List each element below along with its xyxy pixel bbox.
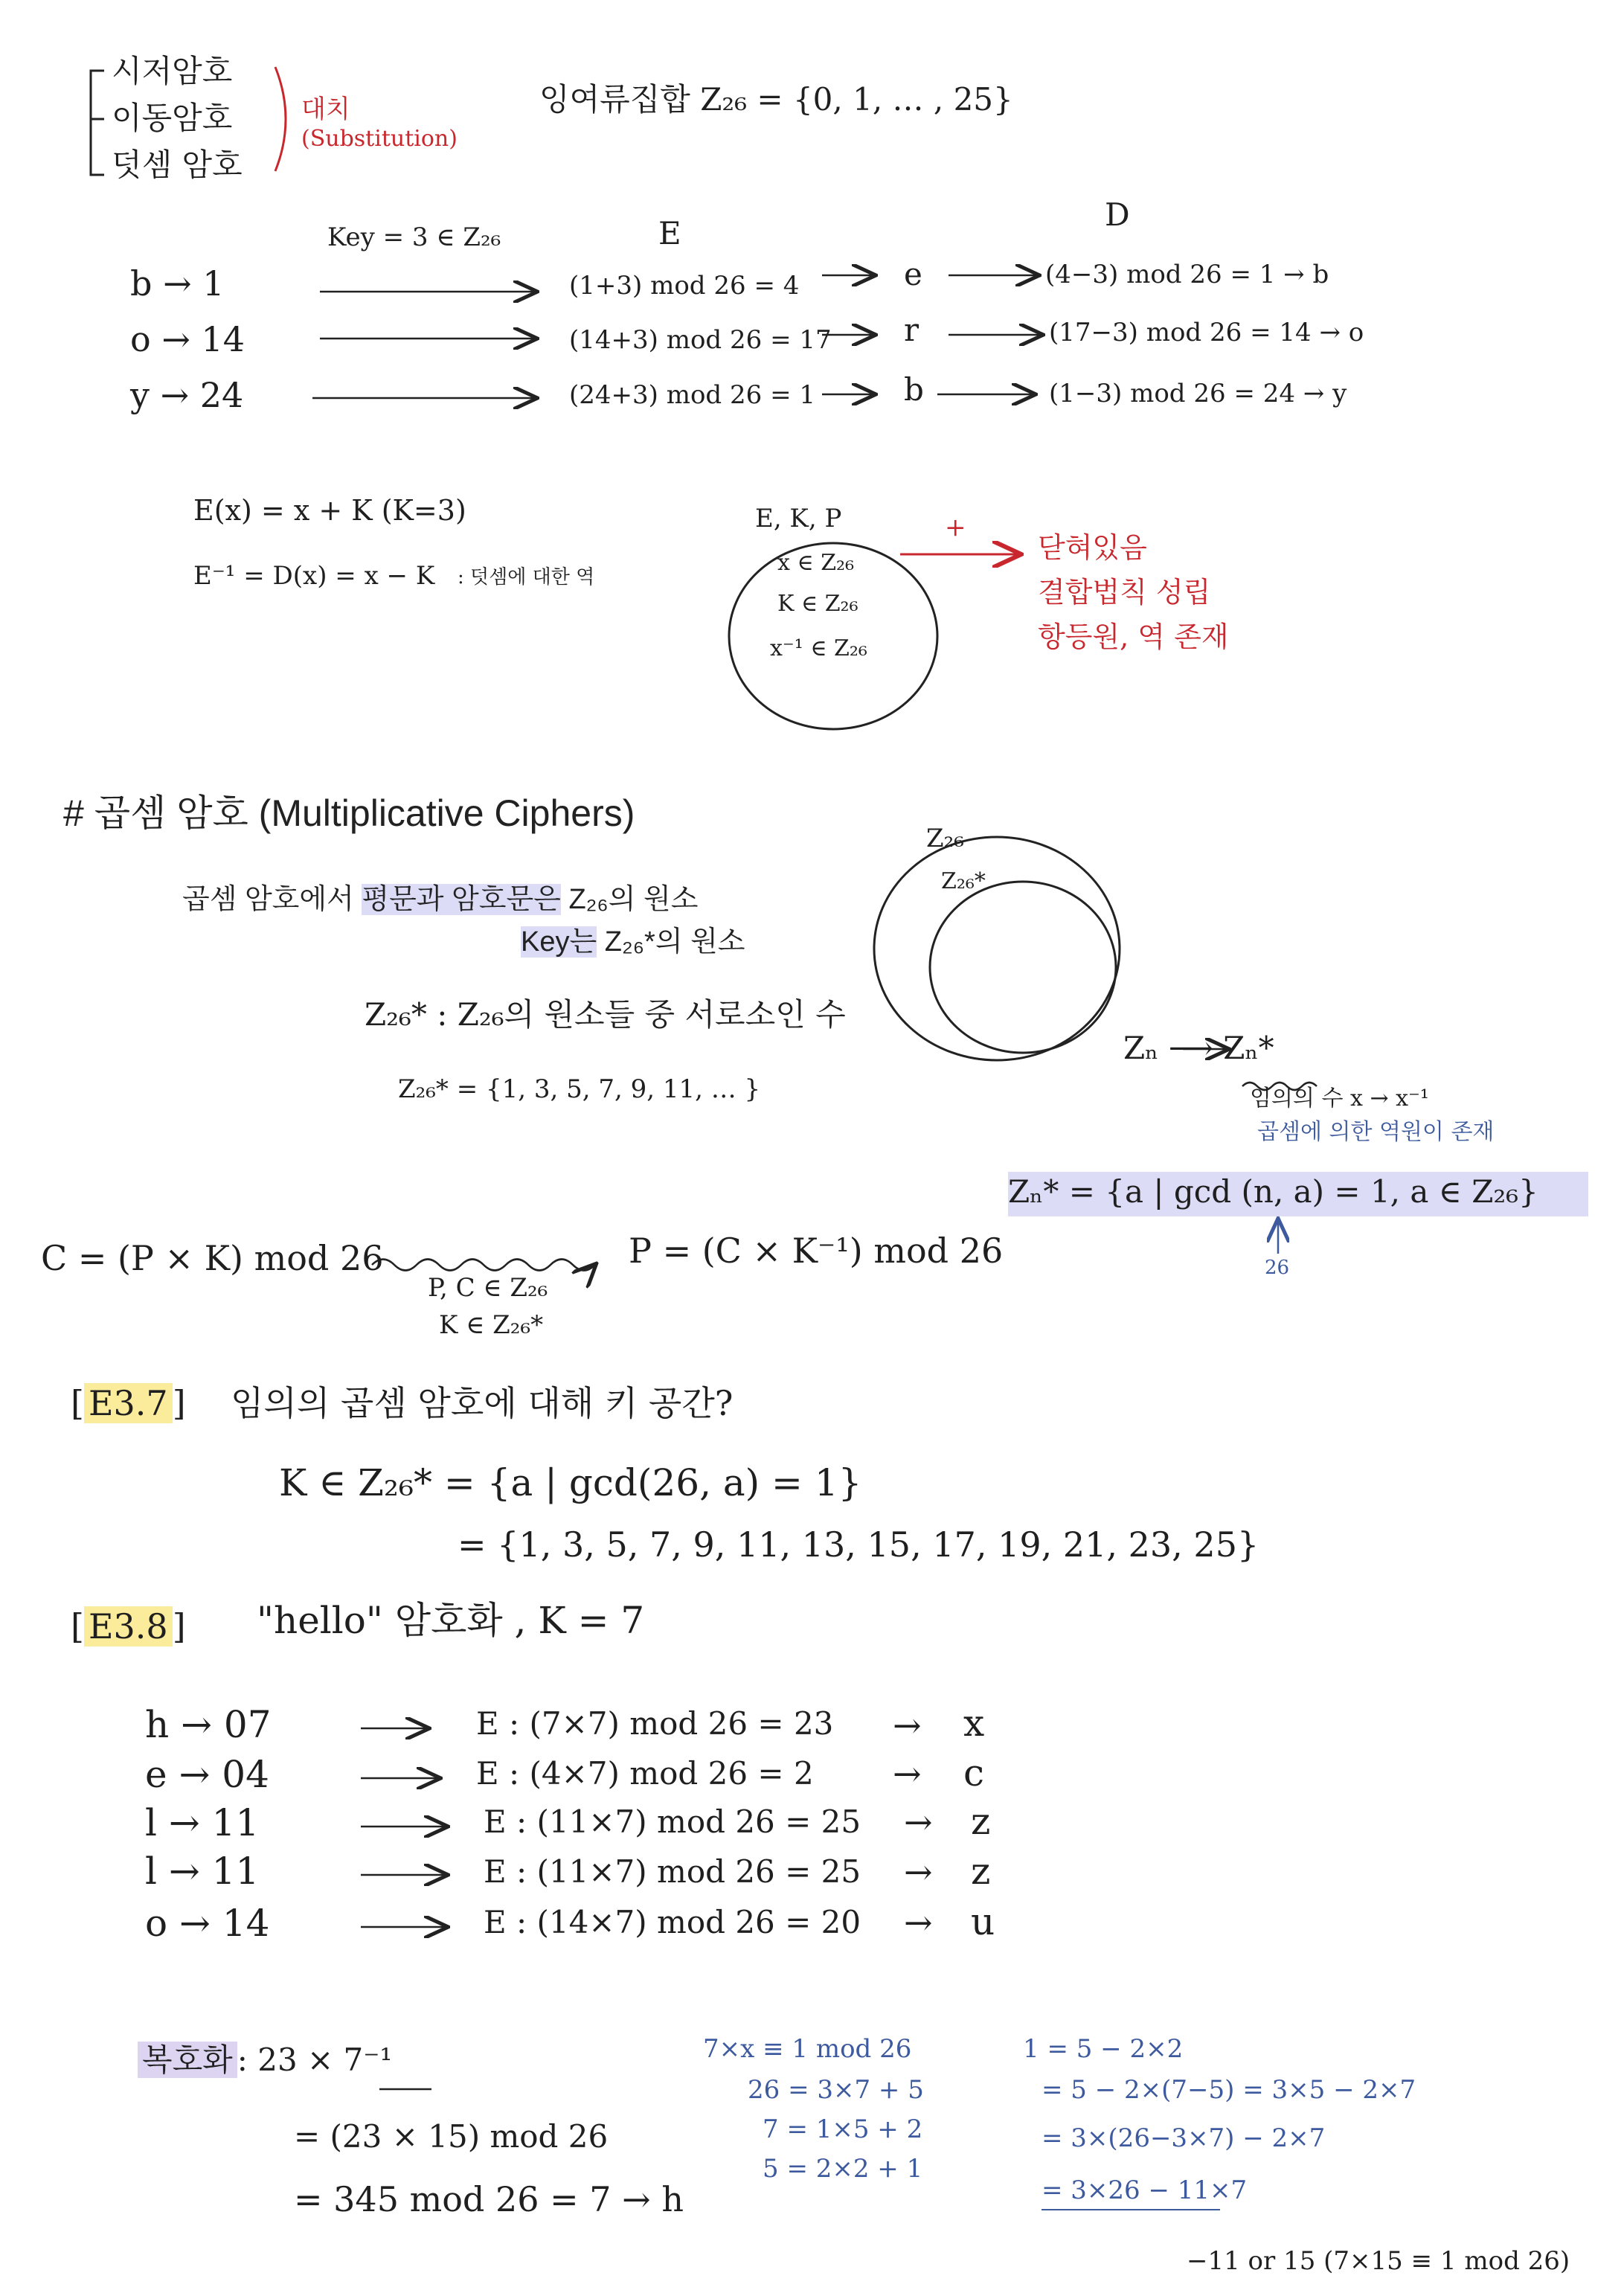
condition-k: K ∈ Z₂₆* <box>439 1310 544 1340</box>
shift-map: y → 24 <box>130 375 244 415</box>
cipher-type-additive: 덧셈 암호 <box>112 147 243 183</box>
circle-item: x⁻¹ ∈ Z₂₆ <box>770 635 867 661</box>
hello-map: h → 07 <box>145 1703 272 1746</box>
decrypt-label: 복호화 <box>138 2042 237 2078</box>
hello-map: e → 04 <box>145 1753 269 1796</box>
arrow-note-26: 26 <box>1265 1257 1290 1279</box>
hello-out: u <box>971 1900 995 1943</box>
inverse-result: −11 or 15 (7×15 ≡ 1 mod 26) <box>1187 2246 1570 2276</box>
circle-item: K ∈ Z₂₆ <box>777 591 858 617</box>
circle-item: x ∈ Z₂₆ <box>777 550 855 576</box>
line2-post: Z₂₆*의 원소 <box>597 926 745 958</box>
key-label: Key = 3 ∈ Z₂₆ <box>327 222 501 252</box>
d-formula: E⁻¹ = D(x) = x − K <box>193 561 435 591</box>
back-sub: = 3×(26−3×7) − 2×7 <box>1042 2123 1326 2153</box>
hello-calc: E : (11×7) mod 26 = 25 <box>484 1853 861 1890</box>
cipher-bracket <box>91 71 104 175</box>
inverse-note: 곱셈에 의한 역원이 존재 <box>1257 1119 1495 1145</box>
ring-inner <box>930 882 1116 1053</box>
hello-calc: E : (11×7) mod 26 = 25 <box>484 1803 861 1840</box>
ring-inner-label: Z₂₆* <box>941 868 986 894</box>
shift-ct: b <box>904 371 924 408</box>
arrow-out: → <box>893 1754 922 1794</box>
ring-outer-label: Z₂₆ <box>926 824 964 853</box>
hello-calc: E : (14×7) mod 26 = 20 <box>484 1904 861 1940</box>
shift-map: o → 14 <box>130 319 245 359</box>
inverse-line: 임의의 수 x → x⁻¹ <box>1250 1086 1429 1112</box>
residue-set: 잉여류집합 Z₂₆ = {0, 1, … , 25} <box>539 81 1013 118</box>
hello-calc: E : (7×7) mod 26 = 23 <box>476 1705 834 1742</box>
enc-formula: C = (P × K) mod 26 <box>41 1238 384 1278</box>
arrow-out: → <box>904 1902 933 1943</box>
circle-title: E, K, P <box>755 504 842 533</box>
hello-map: l → 11 <box>145 1850 260 1893</box>
hello-calc: E : (4×7) mod 26 = 2 <box>476 1755 814 1792</box>
e37-question: 임의의 곱셈 암호에 대해 키 공간? <box>231 1383 734 1423</box>
z26-star-set: Z₂₆* = {1, 3, 5, 7, 9, 11, … } <box>398 1074 761 1104</box>
shift-ct: e <box>904 256 922 292</box>
shift-dec: (1−3) mod 26 = 24 → y <box>1049 379 1347 408</box>
back-sub: 1 = 5 − 2×2 <box>1023 2034 1184 2064</box>
z26-star-def: Z₂₆* : Z₂₆의 원소들 중 서로소인 수 <box>365 996 846 1033</box>
e38-tag-text: E3.8 <box>84 1606 173 1646</box>
ring-outer <box>874 837 1120 1060</box>
line1-pre: 곱셈 암호에서 <box>182 884 362 915</box>
arrow-out: → <box>893 1705 922 1745</box>
e-label: E <box>658 215 681 251</box>
property-closed: 닫혀있음 <box>1038 531 1147 564</box>
line1-post: Z₂₆의 원소 <box>560 884 699 915</box>
zn-map: Zₙ ⟶ Zₙ* <box>1123 1030 1274 1066</box>
shift-enc: (1+3) mod 26 = 4 <box>569 271 800 301</box>
line2-highlight: Key는 <box>521 926 597 958</box>
cipher-type-shift: 이동암호 <box>112 100 233 136</box>
mult-line-1 <box>182 884 698 917</box>
shift-dec: (17−3) mod 26 = 14 → o <box>1049 318 1364 347</box>
d-label: D <box>1105 196 1130 233</box>
arrow-out: → <box>904 1802 933 1842</box>
decrypt-line-2: = 345 mod 26 = 7 → h <box>294 2179 684 2219</box>
euclid-step: 7 = 1×5 + 2 <box>763 2114 923 2144</box>
property-associative: 결합법칙 성립 <box>1038 576 1211 609</box>
e37-line-1: K ∈ Z₂₆* = {a | gcd(26, a) = 1} <box>279 1461 862 1504</box>
e37-line-2: = {1, 3, 5, 7, 9, 11, 13, 15, 17, 19, 21, 23, 25} <box>458 1524 1259 1565</box>
line1-highlight: 평문과 암호문은 <box>362 884 561 915</box>
property-identity-inverse: 항등원, 역 존재 <box>1038 621 1229 653</box>
euclid-step: 26 = 3×7 + 5 <box>748 2075 924 2105</box>
wavy-arrow <box>372 1260 595 1271</box>
e37-tag: [ E3.7 ] <box>71 1383 186 1423</box>
hello-map: l → 11 <box>145 1801 260 1844</box>
e38-question: "hello" 암호화 , K = 7 <box>257 1599 645 1642</box>
dec-formula: P = (C × K⁻¹) mod 26 <box>629 1231 1004 1271</box>
decrypt-line-1: = (23 × 15) mod 26 <box>294 2118 609 2155</box>
substitution-en: (Substitution) <box>301 126 458 152</box>
hello-out: x <box>963 1702 985 1745</box>
e37-tag-text: E3.7 <box>84 1383 173 1423</box>
e-formula: E(x) = x + K (K=3) <box>193 494 466 527</box>
shift-dec: (4−3) mod 26 = 1 → b <box>1045 260 1329 289</box>
back-sub: = 5 − 2×(7−5) = 3×5 − 2×7 <box>1042 2075 1416 2105</box>
shift-enc: (24+3) mod 26 = 1 <box>569 380 816 410</box>
substitution-bracket <box>275 67 286 171</box>
hello-out: z <box>971 1850 991 1893</box>
hello-out: c <box>963 1751 985 1795</box>
decrypt-head: : 23 × 7⁻¹ <box>237 2042 393 2078</box>
zn-star-definition: Zₙ* = {a | gcd (n, a) = 1, a ∈ Z₂₆} <box>1008 1173 1538 1210</box>
shift-enc: (14+3) mod 26 = 17 <box>569 325 832 355</box>
cipher-type-caesar: 시저암호 <box>112 53 233 89</box>
condition-pc: P, C ∈ Z₂₆ <box>428 1273 548 1303</box>
e38-tag: [ E3.8 ] <box>71 1606 186 1646</box>
section-heading: # 곱셈 암호 (Multiplicative Ciphers) <box>63 792 635 834</box>
decrypt-label-row <box>138 2042 392 2078</box>
shift-map: b → 1 <box>130 263 225 304</box>
mult-line-2 <box>521 926 745 959</box>
back-sub: = 3×26 − 11×7 <box>1042 2175 1248 2205</box>
euclid-step: 7×x ≡ 1 mod 26 <box>703 2034 912 2064</box>
arrow-out: → <box>904 1852 933 1892</box>
d-note: : 덧셈에 대한 역 <box>458 566 595 589</box>
hello-out: z <box>971 1800 991 1843</box>
plus-sign: + <box>945 513 966 542</box>
substitution-ko: 대치 <box>301 94 350 124</box>
euclid-step: 5 = 2×2 + 1 <box>763 2154 923 2184</box>
hello-map: o → 14 <box>145 1902 270 1945</box>
shift-ct: r <box>904 312 919 348</box>
